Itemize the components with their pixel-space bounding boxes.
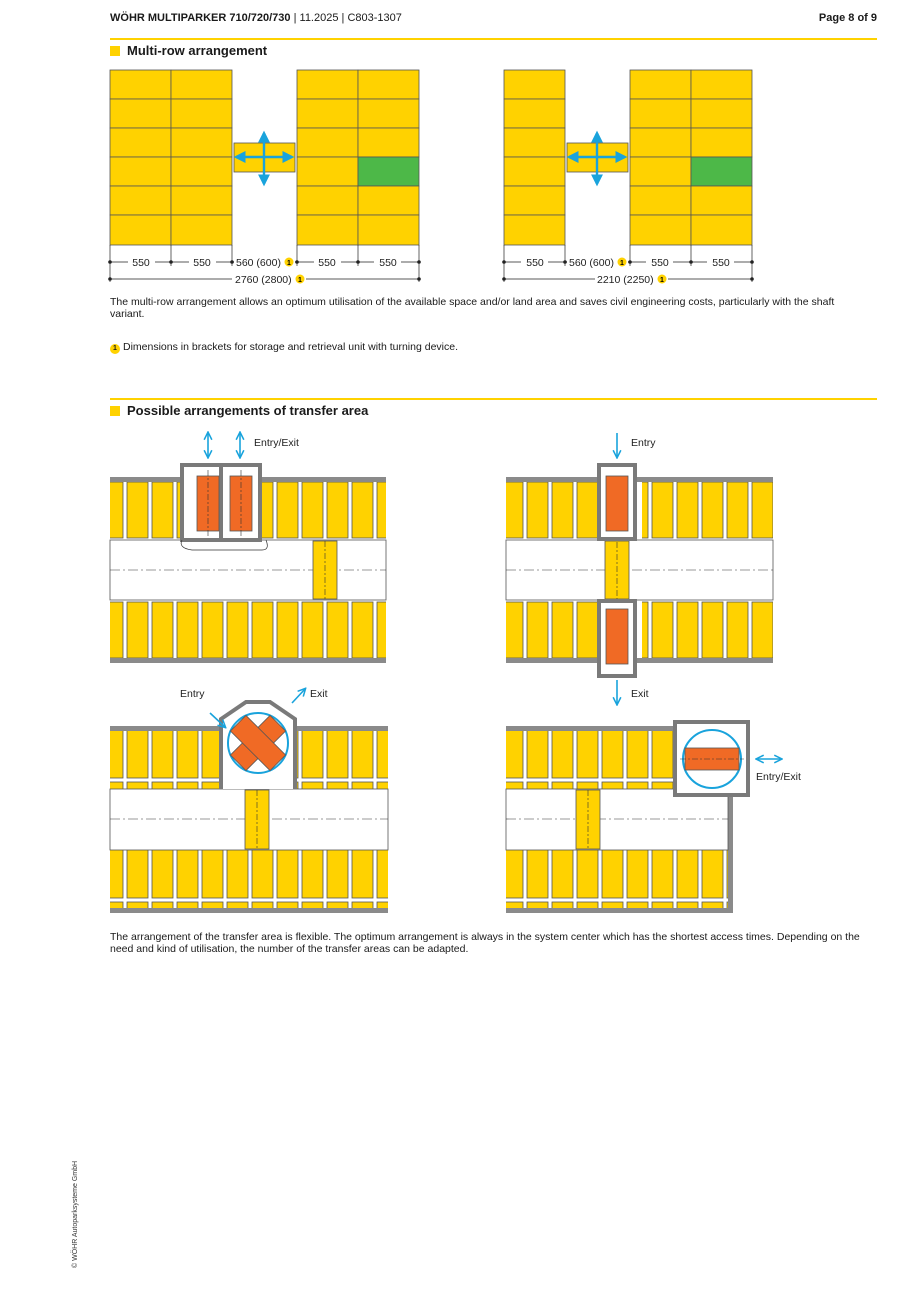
dim-right-e: 550 bbox=[712, 257, 730, 269]
dim-left-total: 2760 (2800) bbox=[235, 274, 292, 286]
transfer-diagram-bottom-right bbox=[506, 722, 801, 913]
section2-rule bbox=[110, 398, 877, 400]
section-title-transfer bbox=[110, 403, 368, 419]
multirow-left-diagram bbox=[108, 70, 421, 286]
dim-left-e: 550 bbox=[379, 257, 397, 269]
section2-title-text: Possible arrangements of transfer area bbox=[127, 403, 369, 418]
dim-right-a: 550 bbox=[526, 257, 544, 269]
transfer-diagram-top-right bbox=[506, 433, 773, 704]
badge-left-2: 1 bbox=[298, 277, 302, 284]
label-tl-entry-exit: Entry/Exit bbox=[254, 437, 299, 449]
multirow-right-diagram bbox=[502, 70, 754, 286]
dim-left-b: 550 bbox=[193, 257, 211, 269]
badge-right-2: 1 bbox=[660, 277, 664, 284]
footnote-text: Dimensions in brackets for storage and retrieval unit with turning device. bbox=[123, 341, 458, 353]
footnote bbox=[110, 341, 458, 354]
transfer-description: The arrangement of the transfer area is flexible. The optimum arrangement is always in the system center which has the shortest access times. Depending on the need and kind of utilisation, the number of the transfer areas can be adapted. bbox=[110, 931, 860, 955]
section1-title-text: Multi-row arrangement bbox=[127, 43, 268, 58]
label-br-entry-exit: Entry/Exit bbox=[756, 771, 801, 783]
badge-right-1: 1 bbox=[620, 260, 624, 267]
label-tr-entry: Entry bbox=[631, 437, 656, 449]
bullet-square-icon bbox=[110, 406, 120, 416]
header-sep2: | bbox=[341, 12, 345, 24]
label-bl-exit: Exit bbox=[310, 688, 328, 700]
dim-right-c: 560 (600) bbox=[569, 257, 614, 269]
dim-left-c: 560 (600) bbox=[236, 257, 281, 269]
green-highlight-left bbox=[358, 157, 419, 186]
dim-left-d: 550 bbox=[318, 257, 336, 269]
header-date: 11.2025 bbox=[299, 12, 339, 24]
header-doc: C803-1307 bbox=[347, 12, 402, 24]
header-sep: | bbox=[293, 12, 297, 24]
footnote-badge: 1 bbox=[110, 344, 120, 354]
transfer-diagram-bottom-left bbox=[110, 688, 388, 913]
green-highlight-right bbox=[691, 157, 752, 186]
multirow-description: The multi-row arrangement allows an optimum utilisation of the available space and/or land area and saves civil engineering costs, particularly with the shaft variant. bbox=[110, 296, 835, 320]
dim-left-a: 550 bbox=[132, 257, 150, 269]
page-number: Page 8 of 9 bbox=[818, 12, 877, 24]
label-bl-entry: Entry bbox=[180, 688, 205, 700]
label-tr-exit: Exit bbox=[631, 688, 649, 700]
header-product: WÖHR MULTIPARKER 710/720/730 bbox=[110, 12, 291, 24]
dim-right-total: 2210 (2250) bbox=[597, 274, 654, 286]
copyright: © WÖHR Autoparksysteme GmbH bbox=[72, 1160, 79, 1268]
dim-right-d: 550 bbox=[651, 257, 669, 269]
badge-left-1: 1 bbox=[287, 260, 291, 267]
transfer-diagram-top-left bbox=[110, 433, 386, 663]
